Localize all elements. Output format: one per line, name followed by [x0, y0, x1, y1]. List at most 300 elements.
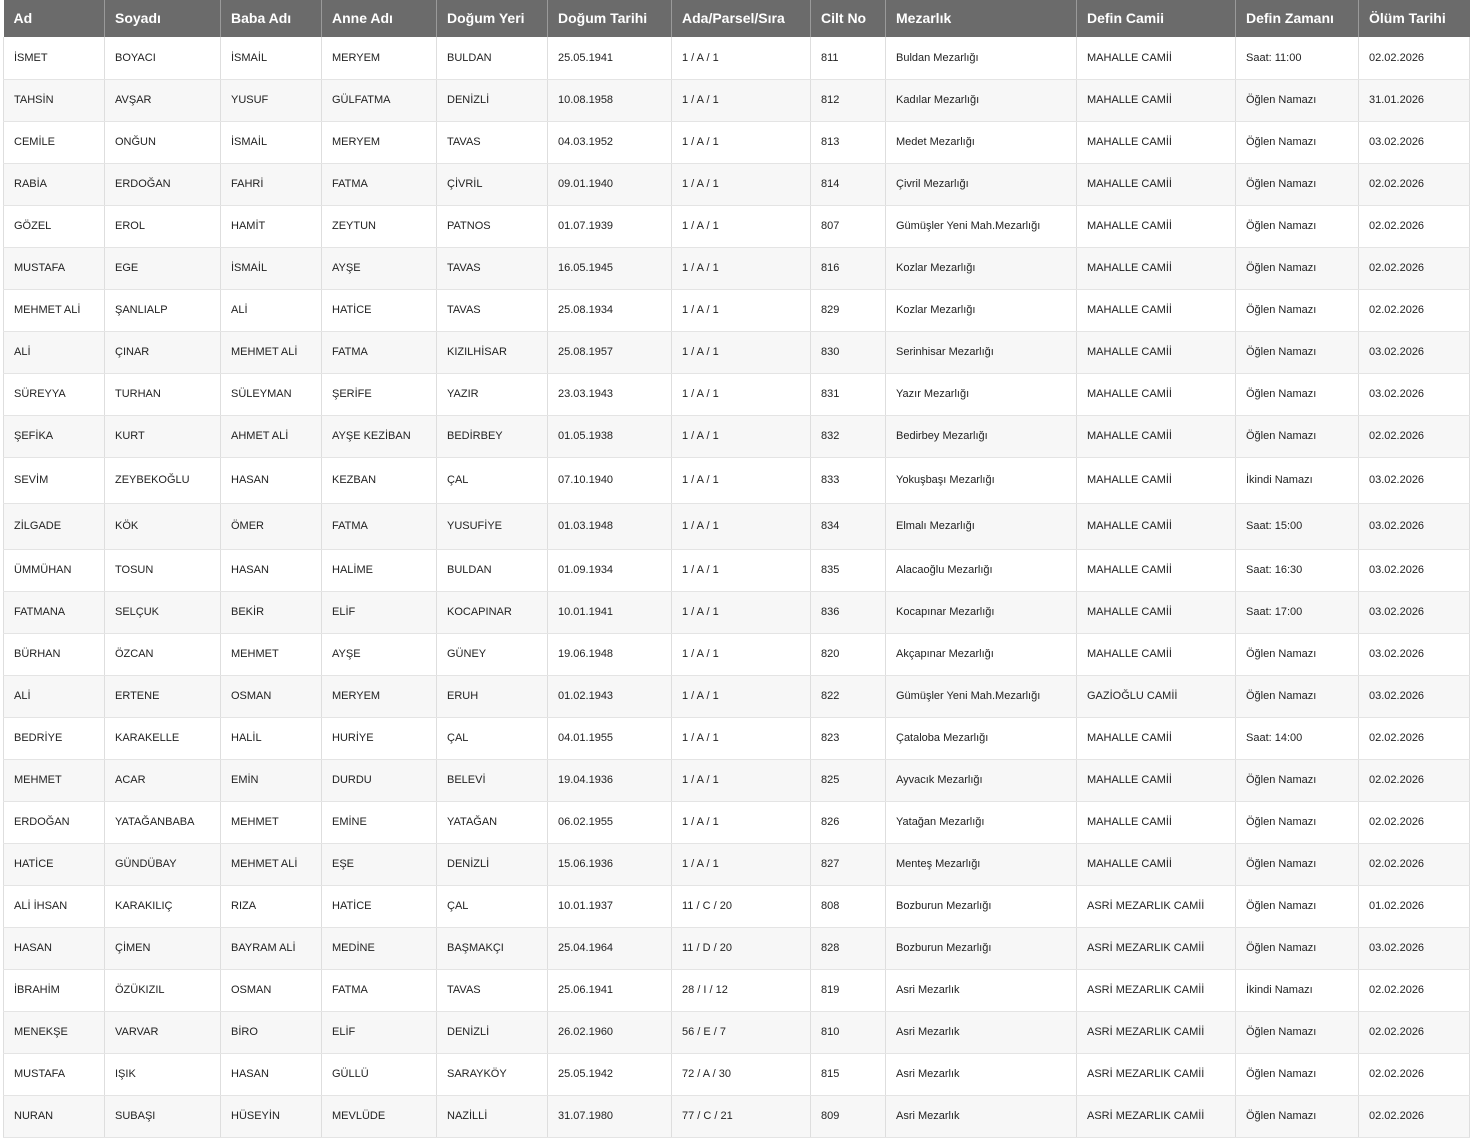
table-cell: MERYEM [322, 37, 437, 79]
table-cell: BÜRHAN [4, 633, 105, 675]
table-cell: 10.08.1958 [548, 79, 672, 121]
table-cell: 03.02.2026 [1359, 331, 1470, 373]
table-cell: RIZA [221, 885, 322, 927]
table-cell: Öğlen Namazı [1236, 415, 1359, 457]
table-cell: KURT [105, 415, 221, 457]
table-cell: MAHALLE CAMİİ [1077, 503, 1236, 549]
table-row[interactable] [4, 843, 1470, 885]
table-cell: OSMAN [221, 675, 322, 717]
table-cell: 31.07.1980 [548, 1095, 672, 1137]
table-cell: ÖZCAN [105, 633, 221, 675]
table-cell: Öğlen Namazı [1236, 843, 1359, 885]
table-cell: TAVAS [437, 289, 548, 331]
table-cell: Çivril Mezarlığı [886, 163, 1077, 205]
table-cell: ŞEFİKA [4, 415, 105, 457]
table-cell: 1 / A / 1 [672, 289, 811, 331]
table-cell: 07.10.1940 [548, 457, 672, 503]
table-cell: 830 [811, 331, 886, 373]
table-cell: ERTENE [105, 675, 221, 717]
table-cell: 03.02.2026 [1359, 457, 1470, 503]
table-cell: ÇAL [437, 717, 548, 759]
table-cell: HALİME [322, 549, 437, 591]
table-cell: Bozburun Mezarlığı [886, 927, 1077, 969]
table-cell: 03.02.2026 [1359, 633, 1470, 675]
table-cell: Kozlar Mezarlığı [886, 289, 1077, 331]
table-cell: KARAKELLE [105, 717, 221, 759]
table-cell: ERDOĞAN [4, 801, 105, 843]
table-cell: KIZILHİSAR [437, 331, 548, 373]
table-cell: 814 [811, 163, 886, 205]
table-cell: MUSTAFA [4, 1053, 105, 1095]
table-cell: HAMİT [221, 205, 322, 247]
table-cell: ALİ [221, 289, 322, 331]
table-cell: Kadılar Mezarlığı [886, 79, 1077, 121]
table-row[interactable] [4, 37, 1470, 79]
table-cell: 815 [811, 1053, 886, 1095]
table-cell: MEHMET ALİ [221, 843, 322, 885]
table-cell: MAHALLE CAMİİ [1077, 759, 1236, 801]
table-cell: 1 / A / 1 [672, 591, 811, 633]
column-header[interactable]: Baba Adı [221, 0, 322, 37]
table-cell: DURDU [322, 759, 437, 801]
table-cell: 03.02.2026 [1359, 503, 1470, 549]
table-row[interactable] [4, 205, 1470, 247]
table-cell: Saat: 17:00 [1236, 591, 1359, 633]
table-cell: 26.02.1960 [548, 1011, 672, 1053]
table-row[interactable] [4, 969, 1470, 1011]
table-cell: 1 / A / 1 [672, 675, 811, 717]
table-cell: Öğlen Namazı [1236, 1053, 1359, 1095]
table-cell: ÇINAR [105, 331, 221, 373]
table-cell: 1 / A / 1 [672, 759, 811, 801]
table-cell: Öğlen Namazı [1236, 373, 1359, 415]
table-cell: RABİA [4, 163, 105, 205]
table-row[interactable] [4, 759, 1470, 801]
table-cell: ELİF [322, 591, 437, 633]
table-cell: 809 [811, 1095, 886, 1137]
table-cell: 1 / A / 1 [672, 717, 811, 759]
table-cell: 1 / A / 1 [672, 415, 811, 457]
table-cell: MERYEM [322, 121, 437, 163]
column-header[interactable]: Cilt No [811, 0, 886, 37]
table-cell: Öğlen Namazı [1236, 163, 1359, 205]
table-row[interactable] [4, 717, 1470, 759]
table-cell: CEMİLE [4, 121, 105, 163]
table-cell: Öğlen Namazı [1236, 289, 1359, 331]
table-cell: ZEYTUN [322, 205, 437, 247]
table-cell: MAHALLE CAMİİ [1077, 373, 1236, 415]
table-cell: Öğlen Namazı [1236, 247, 1359, 289]
table-cell: MEHMET [221, 801, 322, 843]
table-cell: ASRİ MEZARLIK CAMİİ [1077, 1053, 1236, 1095]
table-cell: Öğlen Namazı [1236, 79, 1359, 121]
column-header[interactable]: Ölüm Tarihi [1369, 10, 1446, 26]
table-cell: GÖZEL [4, 205, 105, 247]
table-row[interactable] [4, 331, 1470, 373]
table-cell: 1 / A / 1 [672, 633, 811, 675]
table-cell: 02.02.2026 [1359, 247, 1470, 289]
table-cell: Asri Mezarlık [886, 1095, 1077, 1137]
table-row[interactable] [4, 675, 1470, 717]
table-cell: 1 / A / 1 [672, 163, 811, 205]
table-cell: 1 / A / 1 [672, 549, 811, 591]
table-cell: 02.02.2026 [1359, 1011, 1470, 1053]
column-header[interactable]: Ad [4, 0, 105, 37]
table-cell: GAZİOĞLU CAMİİ [1077, 675, 1236, 717]
table-cell: ASRİ MEZARLIK CAMİİ [1077, 969, 1236, 1011]
table-cell: 03.02.2026 [1359, 373, 1470, 415]
table-cell: SARAYKÖY [437, 1053, 548, 1095]
table-cell: MAHALLE CAMİİ [1077, 591, 1236, 633]
table-cell: 825 [811, 759, 886, 801]
table-cell: 833 [811, 457, 886, 503]
table-cell: 1 / A / 1 [672, 457, 811, 503]
table-cell: SEVİM [4, 457, 105, 503]
table-cell: ŞANLIALP [105, 289, 221, 331]
table-row[interactable] [4, 1053, 1470, 1095]
table-cell: MERYEM [322, 675, 437, 717]
table-cell: ELİF [322, 1011, 437, 1053]
table-cell: Öğlen Namazı [1236, 633, 1359, 675]
table-cell: ACAR [105, 759, 221, 801]
table-cell: 02.02.2026 [1359, 759, 1470, 801]
table-cell: BULDAN [437, 549, 548, 591]
table-cell: TAVAS [437, 247, 548, 289]
table-cell: SUBAŞI [105, 1095, 221, 1137]
table-cell: Yazır Mezarlığı [886, 373, 1077, 415]
table-cell: 831 [811, 373, 886, 415]
table-cell: MAHALLE CAMİİ [1077, 289, 1236, 331]
table-row[interactable] [4, 247, 1470, 289]
table-cell: Yokuşbaşı Mezarlığı [886, 457, 1077, 503]
table-cell: HASAN [4, 927, 105, 969]
table-row[interactable] [4, 1095, 1470, 1137]
header-row [4, 0, 1470, 37]
table-cell: EGE [105, 247, 221, 289]
table-cell: BELEVİ [437, 759, 548, 801]
table-cell: HATİCE [322, 885, 437, 927]
table-row[interactable] [4, 591, 1470, 633]
table-cell: ALİ [4, 675, 105, 717]
table-cell: MAHALLE CAMİİ [1077, 205, 1236, 247]
table-row[interactable] [4, 885, 1470, 927]
table-cell: YATAĞANBABA [105, 801, 221, 843]
table-cell: 822 [811, 675, 886, 717]
table-cell: 56 / E / 7 [672, 1011, 811, 1053]
table-cell: MEHMET [221, 633, 322, 675]
table-row[interactable] [4, 457, 1470, 503]
table-cell: Çataloba Mezarlığı [886, 717, 1077, 759]
table-cell: MAHALLE CAMİİ [1077, 79, 1236, 121]
table-cell: MEHMET [4, 759, 105, 801]
table-cell: 15.06.1936 [548, 843, 672, 885]
table-cell: 835 [811, 549, 886, 591]
table-row[interactable] [4, 1011, 1470, 1053]
table-cell: MAHALLE CAMİİ [1077, 549, 1236, 591]
table-cell: 02.02.2026 [1359, 205, 1470, 247]
table-cell: BEDİRBEY [437, 415, 548, 457]
table-cell: Yatağan Mezarlığı [886, 801, 1077, 843]
table-cell: ÇİMEN [105, 927, 221, 969]
table-cell: HASAN [221, 1053, 322, 1095]
table-cell: ŞERİFE [322, 373, 437, 415]
table-cell: HATİCE [322, 289, 437, 331]
table-cell: Menteş Mezarlığı [886, 843, 1077, 885]
table-cell: IŞIK [105, 1053, 221, 1095]
table-row[interactable] [4, 503, 1470, 549]
table-cell: ÜMMÜHAN [4, 549, 105, 591]
table-cell: GÜLFATMA [322, 79, 437, 121]
table-cell: İkindi Namazı [1236, 457, 1359, 503]
table-cell: FATMA [322, 969, 437, 1011]
table-cell: 31.01.2026 [1359, 79, 1470, 121]
table-cell: KÖK [105, 503, 221, 549]
table-cell: YATAĞAN [437, 801, 548, 843]
column-header[interactable]: Ada/Parsel/Sıra [672, 0, 811, 37]
table-cell: EŞE [322, 843, 437, 885]
table-cell: 02.02.2026 [1359, 1095, 1470, 1137]
table-cell: Öğlen Namazı [1236, 121, 1359, 163]
table-cell: 1 / A / 1 [672, 503, 811, 549]
table-cell: Ayvacık Mezarlığı [886, 759, 1077, 801]
table-cell: İBRAHİM [4, 969, 105, 1011]
table-cell: İSMET [4, 37, 105, 79]
table-cell: BULDAN [437, 37, 548, 79]
table-cell: Saat: 14:00 [1236, 717, 1359, 759]
table-cell: KARAKILIÇ [105, 885, 221, 927]
table-cell: AYŞE KEZİBAN [322, 415, 437, 457]
table-cell: Saat: 15:00 [1236, 503, 1359, 549]
table-header [4, 0, 1470, 37]
table-cell: Kozlar Mezarlığı [886, 247, 1077, 289]
table-cell: Gümüşler Yeni Mah.Mezarlığı [886, 675, 1077, 717]
table-cell: 1 / A / 1 [672, 205, 811, 247]
table-cell: BEKİR [221, 591, 322, 633]
table-cell: ERUH [437, 675, 548, 717]
table-row[interactable] [4, 633, 1470, 675]
table-cell: AYŞE [322, 633, 437, 675]
table-cell: 828 [811, 927, 886, 969]
table-cell: HATİCE [4, 843, 105, 885]
table-cell: MEDİNE [322, 927, 437, 969]
table-cell: YUSUF [221, 79, 322, 121]
table-cell: MEVLÜDE [322, 1095, 437, 1137]
burial-records-table-container [3, 0, 1469, 1138]
table-cell: 28 / I / 12 [672, 969, 811, 1011]
table-cell: 1 / A / 1 [672, 247, 811, 289]
table-cell: 01.02.2026 [1359, 885, 1470, 927]
table-cell: NURAN [4, 1095, 105, 1137]
table-cell: 01.09.1934 [548, 549, 672, 591]
table-cell: 25.05.1942 [548, 1053, 672, 1095]
table-cell: ASRİ MEZARLIK CAMİİ [1077, 927, 1236, 969]
table-cell: İSMAİL [221, 37, 322, 79]
table-cell: Kocapınar Mezarlığı [886, 591, 1077, 633]
table-row[interactable] [4, 415, 1470, 457]
table-cell: 10.01.1937 [548, 885, 672, 927]
table-cell: AVŞAR [105, 79, 221, 121]
table-cell: 02.02.2026 [1359, 843, 1470, 885]
table-cell: TAVAS [437, 969, 548, 1011]
table-cell: FATMANA [4, 591, 105, 633]
table-cell: GÜNDÜBAY [105, 843, 221, 885]
table-cell: ÇİVRİL [437, 163, 548, 205]
table-cell: BAŞMAKÇI [437, 927, 548, 969]
table-row[interactable] [4, 121, 1470, 163]
table-cell: 11 / C / 20 [672, 885, 811, 927]
table-cell: 02.02.2026 [1359, 37, 1470, 79]
table-cell: ASRİ MEZARLIK CAMİİ [1077, 1011, 1236, 1053]
column-header[interactable]: Doğum Tarihi [548, 0, 672, 37]
table-cell: ALİ İHSAN [4, 885, 105, 927]
table-cell: 16.05.1945 [548, 247, 672, 289]
table-cell: KOCAPINAR [437, 591, 548, 633]
table-cell: 1 / A / 1 [672, 843, 811, 885]
table-cell: Serinhisar Mezarlığı [886, 331, 1077, 373]
table-cell: DENİZLİ [437, 79, 548, 121]
table-cell: EMİNE [322, 801, 437, 843]
table-cell: 807 [811, 205, 886, 247]
table-cell: Asri Mezarlık [886, 1053, 1077, 1095]
table-cell: ASRİ MEZARLIK CAMİİ [1077, 885, 1236, 927]
table-cell: MUSTAFA [4, 247, 105, 289]
table-cell: 19.04.1936 [548, 759, 672, 801]
table-cell: AYŞE [322, 247, 437, 289]
table-cell: FATMA [322, 503, 437, 549]
table-cell: Öğlen Namazı [1236, 205, 1359, 247]
table-cell: SÜLEYMAN [221, 373, 322, 415]
table-cell: Alacaoğlu Mezarlığı [886, 549, 1077, 591]
table-row[interactable] [4, 373, 1470, 415]
table-cell: 77 / C / 21 [672, 1095, 811, 1137]
table-cell: 836 [811, 591, 886, 633]
table-cell: Elmalı Mezarlığı [886, 503, 1077, 549]
table-cell: 09.01.1940 [548, 163, 672, 205]
table-cell: SELÇUK [105, 591, 221, 633]
table-cell: MEHMET ALİ [4, 289, 105, 331]
column-header[interactable]: Defin Camii [1077, 0, 1236, 37]
table-cell: OSMAN [221, 969, 322, 1011]
table-cell: FAHRİ [221, 163, 322, 205]
table-row[interactable] [4, 79, 1470, 121]
column-header[interactable]: Doğum Yeri [437, 0, 548, 37]
table-cell: 1 / A / 1 [672, 331, 811, 373]
table-row[interactable] [4, 289, 1470, 331]
table-cell: 03.02.2026 [1359, 121, 1470, 163]
table-cell: EROL [105, 205, 221, 247]
table-cell: MAHALLE CAMİİ [1077, 37, 1236, 79]
table-cell: MAHALLE CAMİİ [1077, 717, 1236, 759]
table-cell: Öğlen Namazı [1236, 1095, 1359, 1137]
table-cell: MENEKŞE [4, 1011, 105, 1053]
table-cell: GÜNEY [437, 633, 548, 675]
table-cell: Öğlen Namazı [1236, 675, 1359, 717]
table-cell: 10.01.1941 [548, 591, 672, 633]
table-cell: 25.08.1934 [548, 289, 672, 331]
table-cell: 03.02.2026 [1359, 927, 1470, 969]
table-cell: 810 [811, 1011, 886, 1053]
table-cell: 826 [811, 801, 886, 843]
table-cell: 813 [811, 121, 886, 163]
column-header[interactable]: Anne Adı [322, 0, 437, 37]
table-cell: 812 [811, 79, 886, 121]
table-cell: ÇAL [437, 457, 548, 503]
table-cell: 03.02.2026 [1359, 675, 1470, 717]
table-cell: MAHALLE CAMİİ [1077, 843, 1236, 885]
table-cell: Öğlen Namazı [1236, 1011, 1359, 1053]
table-cell: 25.04.1964 [548, 927, 672, 969]
table-cell: 06.02.1955 [548, 801, 672, 843]
table-cell: 72 / A / 30 [672, 1053, 811, 1095]
table-cell: 827 [811, 843, 886, 885]
table-cell: Öğlen Namazı [1236, 927, 1359, 969]
table-cell: 19.06.1948 [548, 633, 672, 675]
table-row[interactable] [4, 163, 1470, 205]
table-cell: VARVAR [105, 1011, 221, 1053]
table-cell: 823 [811, 717, 886, 759]
table-cell: Öğlen Namazı [1236, 759, 1359, 801]
table-cell: AHMET ALİ [221, 415, 322, 457]
table-cell: TAVAS [437, 121, 548, 163]
table-cell: 808 [811, 885, 886, 927]
table-cell: İSMAİL [221, 247, 322, 289]
table-cell: PATNOS [437, 205, 548, 247]
table-cell: İSMAİL [221, 121, 322, 163]
table-cell: 02.02.2026 [1359, 289, 1470, 331]
table-cell: BAYRAM ALİ [221, 927, 322, 969]
table-cell: DENİZLİ [437, 1011, 548, 1053]
table-cell: ZİLGADE [4, 503, 105, 549]
table-cell: 811 [811, 37, 886, 79]
table-cell: 11 / D / 20 [672, 927, 811, 969]
table-cell: ZEYBEKOĞLU [105, 457, 221, 503]
table-cell: MAHALLE CAMİİ [1077, 247, 1236, 289]
table-cell: ÖZÜKIZIL [105, 969, 221, 1011]
table-cell: TAHSİN [4, 79, 105, 121]
table-cell: 04.03.1952 [548, 121, 672, 163]
table-cell: 02.02.2026 [1359, 163, 1470, 205]
table-cell: GÜLLÜ [322, 1053, 437, 1095]
table-cell: 1 / A / 1 [672, 801, 811, 843]
table-cell: 01.02.1943 [548, 675, 672, 717]
column-header[interactable]: Soyadı [105, 0, 221, 37]
table-cell: ASRİ MEZARLIK CAMİİ [1077, 1095, 1236, 1137]
table-cell: YAZIR [437, 373, 548, 415]
table-cell: ONĞUN [105, 121, 221, 163]
table-cell: 1 / A / 1 [672, 121, 811, 163]
table-cell: SÜREYYA [4, 373, 105, 415]
column-header[interactable]: Mezarlık [886, 0, 1077, 37]
table-row[interactable] [4, 549, 1470, 591]
table-row[interactable] [4, 927, 1470, 969]
table-cell: Öğlen Namazı [1236, 885, 1359, 927]
table-cell: HASAN [221, 549, 322, 591]
table-cell: DENİZLİ [437, 843, 548, 885]
table-cell: KEZBAN [322, 457, 437, 503]
column-header[interactable]: Defin Zamanı [1236, 0, 1359, 37]
table-row[interactable] [4, 801, 1470, 843]
table-cell: HASAN [221, 457, 322, 503]
table-cell: Gümüşler Yeni Mah.Mezarlığı [886, 205, 1077, 247]
table-cell: ÖMER [221, 503, 322, 549]
burial-records-table [3, 0, 1470, 1138]
table-cell: BOYACI [105, 37, 221, 79]
table-cell: YUSUFİYE [437, 503, 548, 549]
table-cell: 01.07.1939 [548, 205, 672, 247]
table-cell: HURİYE [322, 717, 437, 759]
table-cell: Akçapınar Mezarlığı [886, 633, 1077, 675]
table-cell: 820 [811, 633, 886, 675]
